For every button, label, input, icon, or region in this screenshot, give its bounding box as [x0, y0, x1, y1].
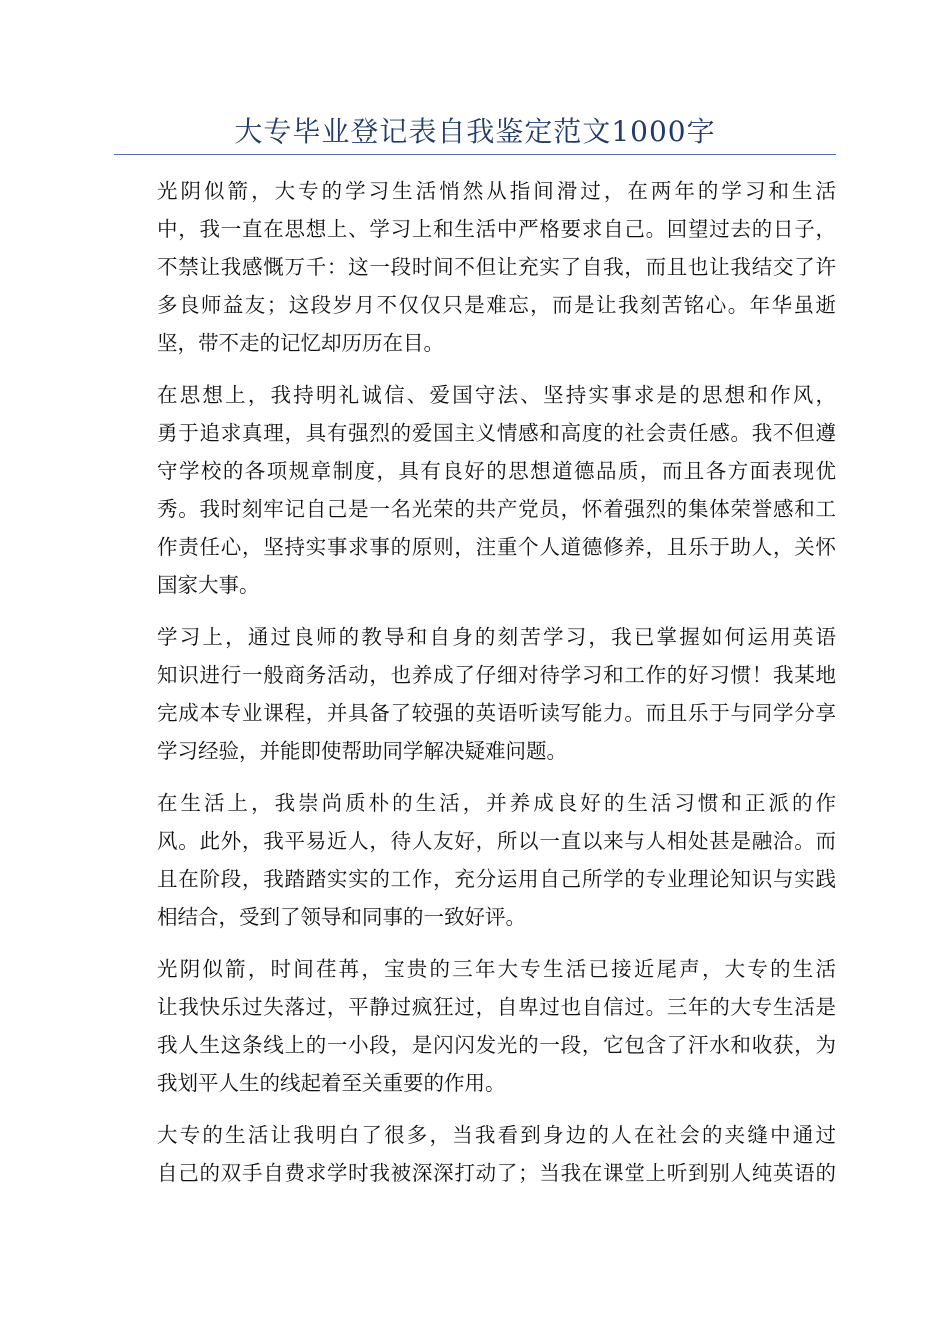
title-underline: [114, 154, 836, 155]
text-line: 我人生这条线上的一小段，是闪闪发光的一段，它包含了汗水和收获，为: [157, 1033, 836, 1057]
text-line: 光阴似箭，大专的学习生活悄然从指间滑过，在两年的学习和生活: [157, 179, 836, 203]
paragraph: [116, 950, 836, 1102]
text-line: 中，我一直在思想上、学习上和生活中严格要求自己。回望过去的日子，: [157, 217, 836, 241]
text-line: 国家大事。: [157, 573, 260, 597]
document-body: [116, 172, 836, 1206]
text-line: 勇于追求真理，具有强烈的爱国主义情感和高度的社会责任感。我不但遵: [157, 421, 836, 445]
text-line: 大专的生活让我明白了很多，当我看到身边的人在社会的夹缝中通过: [157, 1123, 836, 1147]
text-line: 自己的双手自费求学时我被深深打动了；当我在课堂上听到别人纯英语的: [157, 1161, 836, 1185]
paragraph: [116, 618, 836, 770]
text-line: 秀。我时刻牢记自己是一名光荣的共产党员，怀着强烈的集体荣誉感和工: [157, 497, 836, 521]
text-line: 作责任心，坚持实事求事的原则，注重个人道德修养，且乐于助人，关怀: [157, 535, 836, 559]
text-line: 在生活上，我崇尚质朴的生活，并养成良好的生活习惯和正派的作: [157, 791, 836, 815]
text-line: 且在阶段，我踏踏实实的工作，充分运用自己所学的专业理论知识与实践: [157, 867, 836, 891]
paragraph: [116, 784, 836, 936]
text-line: 在思想上，我持明礼诚信、爱国守法、坚持实事求是的思想和作风，: [157, 383, 836, 407]
text-line: 我划平人生的线起着至关重要的作用。: [157, 1071, 506, 1095]
text-line: 相结合，受到了领导和同事的一致好评。: [157, 905, 526, 929]
text-line: 坚，带不走的记忆却历历在目。: [157, 331, 444, 355]
text-line: 光阴似箭，时间荏苒，宝贵的三年大专生活已接近尾声，大专的生活: [157, 957, 836, 981]
paragraph: [116, 172, 836, 362]
text-line: 守学校的各项规章制度，具有良好的思想道德品质，而且各方面表现优: [157, 459, 836, 483]
paragraph: [116, 1116, 836, 1192]
text-line: 完成本专业课程，并具备了较强的英语听读写能力。而且乐于与同学分享: [157, 701, 836, 725]
text-line: 学习上，通过良师的教导和自身的刻苦学习，我已掌握如何运用英语: [157, 625, 836, 649]
document-title: 大专毕业登记表自我鉴定范文1000字: [234, 115, 716, 148]
text-line: 让我快乐过失落过，平静过疯狂过，自卑过也自信过。三年的大专生活是: [157, 995, 836, 1019]
text-line: 知识进行一般商务活动，也养成了仔细对待学习和工作的好习惯！我某地: [157, 663, 836, 687]
text-line: 风。此外，我平易近人，待人友好，所以一直以来与人相处甚是融洽。而: [157, 829, 836, 853]
paragraph: [116, 376, 836, 604]
text-line: 学习经验，并能即使帮助同学解决疑难问题。: [157, 739, 567, 763]
text-line: 多良师益友；这段岁月不仅仅只是难忘，而是让我刻苦铭心。年华虽逝: [157, 293, 836, 317]
text-line: 不禁让我感慨万千：这一段时间不但让充实了自我，而且也让我结交了许: [157, 255, 836, 279]
